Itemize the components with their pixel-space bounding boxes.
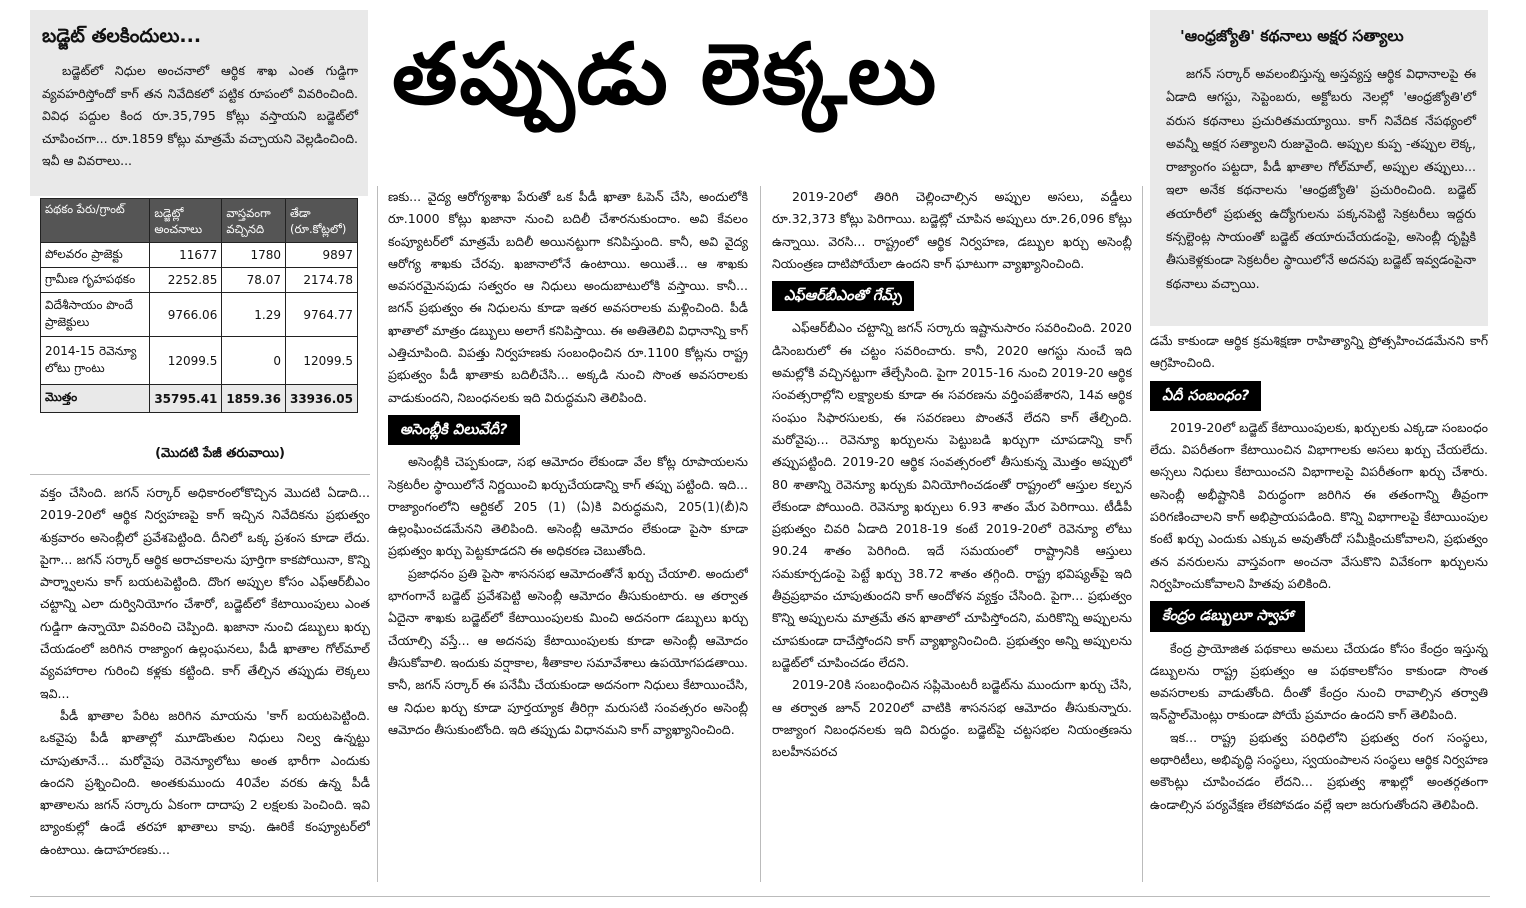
table-row (41, 268, 358, 293)
article-column-3 (772, 186, 1132, 882)
table-total-difference: 33936.05 (285, 385, 357, 413)
table-cell-actual: 1.29 (222, 293, 286, 337)
table-cell-scheme: గ్రామీణ గృహపథకం (41, 268, 150, 293)
budget-table (40, 198, 358, 413)
table-cell-actual: 0 (222, 337, 286, 385)
table-row (41, 293, 358, 337)
bottom-rule (30, 896, 1490, 897)
table-total-estimate: 35795.41 (150, 385, 222, 413)
table-cell-scheme: పోలవరం ప్రాజెక్టు (41, 243, 150, 268)
table-cell-difference: 2174.78 (285, 268, 357, 293)
article-paragraph: 2019-20లో బడ్జెట్ కేటాయింపులకు, ఖర్చులకు ఎక్కడా సంబంధం లేదు. విపరీతంగా కేటాయించిన విభాగాలకు అసలు ఖర్చు చేయలేదు. అస్సలు నిధులు కేటాయించని విభాగాలపై విపరీతంగా ఖర్చు చేశారు. అసెంబ్లీ అభీష్టానికి విరుద్ధంగా జరిగిన ఈ తతంగాన్ని తీవ్రంగా పరిగణించాలని కాగ్ అభిప్రాయపడింది. కొన్ని విభాగాలపై కేటాయింపుల కంటే ఖర్చు ఎందుకు ఎక్కువ అవుతోందో సమీక్షించుకోవాలని, ప్రభుత్వం తన వనరులను వాస్తవంగా అంచనా వేసుకొని వివేకంగా ఖర్చులను నిర్వహించుకోవాలని హితవు పలికింది. (1150, 419, 1488, 591)
table-total-actual: 1859.36 (222, 385, 286, 413)
article-paragraph: ప్రజాధనం ప్రతి పైసా శాసనసభ ఆమోదంతోనే ఖర్చు చేయాలి. అందులో భాగంగానే బడ్జెట్ ప్రవేశపెట్టి అసెంబ్లీ ఆమోదం తీసుకుంటారు. ఆ తర్వాత ఏదైనా శాఖకు బడ్జెట్‌లో కేటాయింపులకు మించి అదనంగా డబ్బులు ఖర్చు చేయాల్సి వస్తే... ఆ అదనపు కేటాయింపులకు కూడా అసెంబ్లీ ఆమోదం తీసుకోవాలి. ఇందుకు వర్షాకాల, శీతాకాల సమావేశాలు ఉపయోగపడతాయి. కానీ, జగన్ సర్కార్ ఈ పనేమీ చేయకుండా అదనంగా నిధులు కేటాయించేసి, ఆ నిధుల ఖర్చు కూడా పూర్తయ్యాక తీరిగ్గా మరుసటి సంవత్సరం అసెంబ్లీ ఆమోదం తీసుకుంటోంది. ఇది తప్పుడు విధానమని కాగ్ వ్యాఖ్యానించింది. (388, 565, 748, 737)
table-cell-difference: 9764.77 (285, 293, 357, 337)
article-paragraph: ణకు... వైద్య ఆరోగ్యశాఖ పేరుతో ఒక పీడీ ఖాతా ఓపెన్ చేసి, అందులోకి రూ.1000 కోట్లు ఖజానా నుంచి బదిలీ చేశారనుకుందాం. అవి కేవలం కంప్యూటర్‌లో మాత్రమే బదిలీ అయినట్టుగా కనిపిస్తుంది. కానీ, అవి వైద్య ఆరోగ్య శాఖకు చేరవు. ఖజానాలోనే ఉంటాయి. అయితే... ఆ శాఖకు అవసరమైనపుడు సత్వరం ఆ నిధులు అందుబాటులోకి వస్తాయి. కానీ... జగన్ ప్రభుత్వం ఈ నిధులను కూడా ఇతర అవసరాలకు మళ్లించింది. పీడీ ఖాతాలో మాత్రం డబ్బులు అలాగే కనిపిస్తాయి. ఈ అతితెలివి విధానాన్ని కాగ్ ఎత్తిచూపింది. విపత్తు నిర్వహణకు సంబంధించిన రూ.1100 కోట్లను రాష్ట్ర ప్రభుత్వం పీడీ ఖాతాకు బదిలీచేసి... అక్కడి నుంచి సొంత అవసరాలకు వాడుకుందని, నిబంధనలకు ఇది విరుద్ధమని తెలిపింది. (388, 189, 748, 405)
table-cell-actual: 1780 (222, 243, 286, 268)
column-rule (760, 186, 761, 882)
table-cell-difference: 9897 (285, 243, 357, 268)
table-header-scheme: పథకం పేరు/గ్రాంట్ (41, 199, 150, 243)
table-cell-estimate: 12099.5 (150, 337, 222, 385)
article-column-4 (1150, 330, 1488, 882)
continued-label: (మొదటి పేజీ తరువాయి) (155, 446, 285, 461)
andhrajyothi-box-text: జగన్ సర్కార్ అవలంబిస్తున్న అస్తవ్యస్త ఆర్థిక విధానాలపై ఈ ఏడాది ఆగస్టు, సెప్టెంబరు, అక్టోబరు నెలల్లో 'ఆంధ్రజ్యోతి'లో వరుస కథనాలు ప్రచురితమయ్యాయి. కాగ్ నివేదిక నేపథ్యంలో అవన్నీ అక్షర సత్యాలని రుజువైంది. అప్పుల కుప్ప -తప్పుల లెక్క, రాజ్యాంగం పట్టదా, పీడీ ఖాతాల గోల్‌మాల్, అప్పుల తప్పులు... ఇలా అనేక కథనాలను 'ఆంధ్రజ్యోతి' ప్రచురించింది. బడ్జెట్ తయారీలో ప్రభుత్వ ఉద్యోగులను పక్కనపెట్టి సెక్రటరీలు ఇద్దరు కన్సల్టెంట్ల సాయంతో బడ్జెట్ తయారుచేయడంపై, అసెంబ్లీ దృష్టికి తీసుకెళ్లకుండా సెక్రటరీల స్థాయిలోనే అదనపు బడ్జెట్ ఇవ్వడంపైనా కథనాలు వచ్చాయి. (1166, 66, 1476, 291)
table-cell-estimate: 2252.85 (150, 268, 222, 293)
continued-rule (30, 474, 370, 475)
table-total-label: మొత్తం (41, 385, 150, 413)
table-header-estimate: బడ్జెట్లో అంచనాలు (150, 199, 222, 243)
table-row (41, 243, 358, 268)
budget-table-wrap (40, 198, 360, 413)
column-rule (377, 186, 378, 882)
table-cell-estimate: 11677 (150, 243, 222, 268)
column-rule (1142, 186, 1143, 882)
subhead-assembly-value: అసెంబ్లీకి విలువేదీ? (388, 415, 520, 445)
table-cell-scheme: విదేశీసాయం పొందే ప్రాజెక్టులు (41, 293, 150, 337)
article-paragraph: పీడీ ఖాతాల పేరిట జరిగిన మాయను 'కాగ్ బయటపెట్టింది. ఒకవైపు పీడీ ఖాతాల్లో మూడొంతుల నిధులు నిల్వ ఉన్నట్టు చూపుతూనే... మరోవైపు రెవెన్యూలోటు అంత భారీగా ఎందుకు ఉందని ప్రశ్నించింది. అంతకుముందు 40వేల వరకు ఉన్న పీడీ ఖాతాలను జగన్ సర్కారు ఏకంగా దాదాపు 2 లక్షలకు పెంచింది. ఇవి బ్యాంకుల్లో ఉండే తరహా ఖాతాలు కావు. ఊరికే కంప్యూటర్‌లో ఉంటాయి. ఉదాహరణకు... (40, 707, 370, 857)
article-paragraph: అసెంబ్లీకి చెప్పకుండా, సభ ఆమోదం లేకుండా వేల కోట్ల రూపాయలను సెక్రటరీల స్థాయిలోనే నిర్ణయించి ఖర్చుచేయడాన్ని కాగ్ తప్పు పట్టింది. ఇది... రాజ్యాంగంలోని ఆర్టికల్ 205 (1) (ఏ)కి విరుద్ధమని, 205(1)(బీ)ని ఉల్లంఘించడమేనని తెలిపింది. అసెంబ్లీ ఆమోదం లేకుండా పైసా కూడా ప్రభుత్వం ఖర్చు పెట్టకూడదని ఈ అధికరణ చెబుతోంది. (388, 454, 748, 559)
budget-box-heading: బడ్జెట్ తలకిందులు... (42, 25, 202, 47)
table-cell-scheme: 2014-15 రెవెన్యూ లోటు గ్రాంటు (41, 337, 150, 385)
article-column-2 (388, 186, 748, 882)
andhrajyothi-box (1150, 10, 1488, 326)
subhead-central-funds: కేంద్రం డబ్బులూ స్వాహా (1150, 601, 1305, 631)
article-paragraph: ఇక... రాష్ట్ర ప్రభుత్వ పరిధిలోని ప్రభుత్వ రంగ సంస్థలు, అథారిటీలు, అభివృద్ధి సంస్థలు, స్వయంపాలన సంస్థలు ఆర్థిక నిర్వహణ అకౌంట్లు చూపించడం లేదని... ప్రభుత్వ శాఖల్లో అంతర్గతంగా ఉండాల్సిన పర్యవేక్షణ లేకపోవడం వల్లే ఇలా జరుగుతోందని తెలిపింది. (1150, 729, 1488, 812)
article-paragraph: 2019-20కి సంబంధించిన సప్లిమెంటరీ బడ్జెట్‌ను ముందుగా ఖర్చు చేసి, ఆ తర్వాత జూన్ 2020లో వాటికి శాసనసభ ఆమోదం తీసుకున్నారు. రాజ్యాంగ నిబంధనలకు ఇది విరుద్ధం. బడ్జెట్‌పై చట్టసభల నియంత్రణను బలహీనపరచ (772, 677, 1132, 760)
table-header-actual: వాస్తవంగా వచ్చినది (222, 199, 286, 243)
article-paragraph: ఎఫ్ఆర్‌బీఎం చట్టాన్ని జగన్ సర్కారు ఇష్టానుసారం సవరించింది. 2020 డిసెంబరులో ఈ చట్టం సవరించారు. కానీ, 2020 ఆగస్టు నుంచే ఇది అమల్లోకి వచ్చినట్టుగా తేల్చేసింది. పైగా 2015-16 నుంచి 2019-20 ఆర్థిక సంవత్సరాల్లోని లక్ష్యాలకు కూడా ఈ సవరణను వర్తింపజేశారని, 14వ ఆర్థిక సంఘం సిఫారసులకు, ఈ సవరణలు పొంతనే లేదని కాగ్ తేల్చింది. మరోవైపు... రెవెన్యూ ఖర్చులను పెట్టుబడి ఖర్చుగా చూపడాన్ని కాగ్ తప్పుపట్టింది. 2019-20 ఆర్థిక సంవత్సరంలో తీసుకున్న మొత్తం అప్పులో 80 శాతాన్ని రెవెన్యూ ఖర్చుకు వినియోగించడంతో రాష్ట్రంలో ఆస్తుల కల్పన లేకుండా పోయింది. రెవెన్యూ ఖర్చులు 6.93 శాతం మేర పెరిగాయి. టీడీపీ ప్రభుత్వం చివరి ఏడాది 2018-19 కంటే 2019-20లో రెవెన్యూ లోటు 90.24 శాతం పెరిగింది. ఇదే సమయంలో రాష్ట్రానికి ఆస్తులు సమకూర్చడంపై పెట్టే ఖర్చు 38.72 శాతం తగ్గింది. రాష్ట్ర భవిష్యత్‌పై ఇది తీవ్రప్రభావం చూపుతుందని కాగ్ ఆందోళన వ్యక్తం చేసింది. పైగా... ప్రభుత్వం కొన్ని అప్పులను మాత్రమే తన ఖాతాలో చూపిస్తోందని, మరికొన్ని అప్పులను చూపకుండా దాచేస్తోందని కాగ్ వ్యాఖ్యానించింది. ప్రభుత్వం అన్ని అప్పులను బడ్జెట్‌లో చూపించడం లేదని. (772, 320, 1132, 670)
article-column-1 (40, 482, 370, 882)
table-cell-estimate: 9766.06 (150, 293, 222, 337)
table-header-difference: తేడా (రూ.కోట్లలో) (285, 199, 357, 243)
article-paragraph: 2019-20లో తిరిగి చెల్లించాల్సిన అప్పుల అసలు, వడ్డీలు రూ.32,373 కోట్లు పెరిగాయి. బడ్జెట్లో చూపిన అప్పులు రూ.26,096 కోట్లు ఉన్నాయి. వెరసి... రాష్ట్రంలో ఆర్థిక నిర్వహణ, డబ్బుల ఖర్చు అసెంబ్లీ నియంత్రణ దాటిపోయేలా ఉందని కాగ్ ఘాటుగా వ్యాఖ్యానించింది. (772, 189, 1132, 271)
article-paragraph: వక్తం చేసింది. జగన్ సర్కార్ అధికారంలోకొచ్చిన మొదటి ఏడాది... 2019-20లో ఆర్థిక నిర్వహణపై కాగ్ ఇచ్చిన నివేదికను ప్రభుత్వం శుక్రవారం అసెంబ్లీలో ప్రవేశపెట్టింది. దీనిలో ఒక్క ప్రశంస కూడా లేదు. పైగా... జగన్ సర్కార్ ఆర్థిక అరాచకాలను పూర్తిగా కాకపోయినా, కొన్ని పార్శ్వాలను కాగ్ బయటపెట్టింది. దొంగ అప్పుల కోసం ఎఫ్ఆర్‌బీఎం చట్టాన్ని ఎలా దుర్వినియోగం చేశారో, బడ్జెట్‌లో కేటాయింపులు ఎంత గుడ్డిగా ఉన్నాయో వివరించి చెప్పింది. ఖజానా నుంచి డబ్బులు ఖర్చు చేయడంలో జరిగిన రాజ్యాంగ ఉల్లంఘనలు, పీడీ ఖాతాల గోల్‌మాల్ వ్యవహారాల గురించి కళ్లకు కట్టింది. కాగ్ తేల్చిన తప్పుడు లెక్కలు ఇవి... (40, 485, 370, 701)
budget-box-text: బడ్జెట్‌లో నిధుల అంచనాలో ఆర్థిక శాఖ ఎంత గుడ్డిగా వ్యవహరిస్తోందో కాగ్ తన నివేదికలో పట్టిక రూపంలో వివరించింది. వివిధ పద్దుల కింద రూ.35,795 కోట్లు వస్తాయని బడ్జెట్‌లో చూపించగా... రూ.1859 కోట్లు మాత్రమే వచ్చాయని వెల్లడించింది. ఇవీ ఆ వివరాలు... (42, 63, 358, 168)
table-cell-difference: 12099.5 (285, 337, 357, 385)
subhead-what-relation: ఏదీ సంబంధం? (1150, 381, 1261, 411)
subhead-frbm-games: ఎఫ్ఆర్‌బీఎంతో గేమ్స్ (772, 281, 914, 311)
article-paragraph: కేంద్ర ప్రాయోజిత పథకాలు అమలు చేయడం కోసం కేంద్రం ఇస్తున్న డబ్బులను రాష్ట్ర ప్రభుత్వం ఆ పథకాలకోసం కాకుండా సొంత అవసరాలకు వాడుతోంది. దీంతో కేంద్రం నుంచి రావాల్సిన తర్వాతి ఇన్‌స్టాల్‌మెంట్లు రాకుండా పోయే ప్రమాదం ఉందని కాగ్ తెలిపింది. (1150, 640, 1488, 723)
article-paragraph: డమే కాకుండా ఆర్థిక క్రమశిక్షణా రాహిత్యాన్ని ప్రోత్సహించడమేనని కాగ్ ఆగ్రహించింది. (1150, 333, 1488, 371)
budget-upside-down-box (30, 10, 368, 196)
main-headline: తప్పుడు లెక్కలు (392, 25, 939, 123)
table-total-row (41, 385, 358, 413)
table-cell-actual: 78.07 (222, 268, 286, 293)
andhrajyothi-box-heading: 'ఆంధ్రజ్యోతి' కథనాలు అక్షర సత్యాలు (1180, 27, 1404, 45)
table-header-row (41, 199, 358, 243)
table-row (41, 337, 358, 385)
